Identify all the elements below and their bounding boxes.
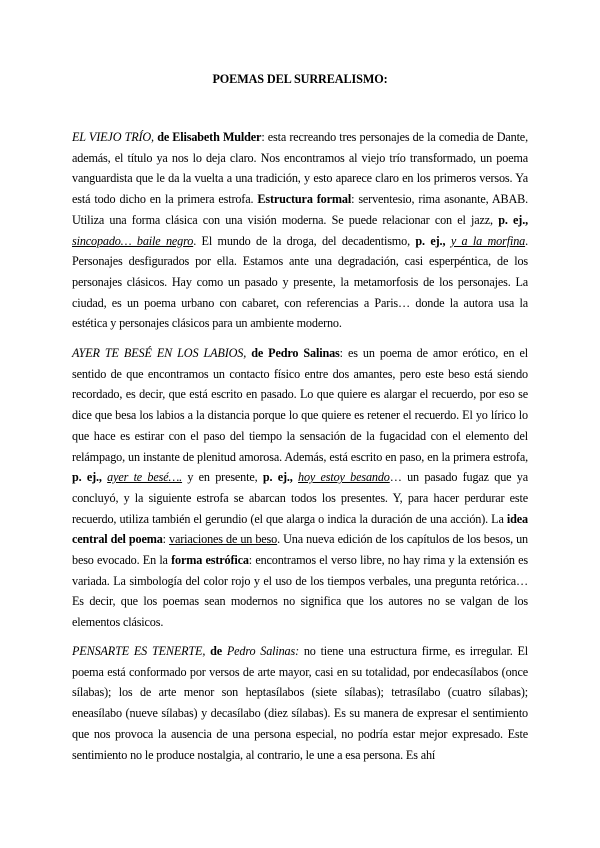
text-span: : encontramos el verso libre, no hay rima y la extensión es variada. La simbología del color rojo y el uso de los tiempos verbales, una pregunta retórica… Es decir, que los poemas sean modernos no significa que los autores no se valgan de los elementos clásicos.: [72, 553, 528, 630]
text-span: : es un poema de amor erótico, en el sentido de que encontramos un contacto físico entre dos amantes, pero este beso está siendo recordado, es decir, que está escrito en pasado. Lo que quiere es alargar el recuerdo, por eso se dice que besa los labios a la distancia porque lo que quiere es retener el recuerdo. El yo lírico lo que hace es estirar con el paso del tiempo la sensación de la fugacidad con el elemento del relámpago, un instante de plenitud amorosa. Además, está escrito en paso, en la primera estrofa,: [72, 346, 528, 464]
example-marker: p. ej.,: [415, 233, 446, 248]
author-name: de Pedro Salinas: [251, 346, 340, 360]
quoted-verse: sincopado… baile negro: [72, 233, 194, 248]
bold-term: Estructura formal: [257, 192, 352, 207]
text-span: : esta recreando tres personajes de la comedia de Dante, además, el título ya nos lo deja claro. Nos encontramos al viejo trío transformado, un poema vanguardista que le da la vuelta a una tradición, y esto aparece claro en los primeros versos. Ya está todo dicho en la primera estrofa.: [72, 130, 528, 207]
quoted-verse: hoy estoy besando: [298, 470, 390, 485]
text-span: … un pasado fugaz que ya concluyó, y la siguiente estrofa se abarcan todos los presentes. Y, para hacer perdurar este recuerdo, utiliza también el gerundio (el que alarga o indica la duración de una acción). La: [72, 470, 528, 526]
example-marker: p. ej.,: [72, 470, 102, 485]
page-title: POEMAS DEL SURREALISMO:: [212, 72, 388, 86]
poem-title: PENSARTE ES TENERTE,: [72, 644, 206, 658]
bold-term: forma estrófica: [171, 553, 249, 568]
poem-title: EL VIEJO TRÍO,: [72, 130, 154, 144]
poem-title: AYER TE BESÉ EN LOS LABIOS,: [72, 346, 247, 360]
text-span: . El mundo de la droga, del decadentismo,: [193, 233, 416, 248]
author-name: Pedro Salinas:: [226, 644, 299, 658]
author-prefix: de: [210, 644, 222, 658]
paragraph-pensarte-es-tenerte: [72, 641, 528, 765]
underlined-phrase: variaciones de un beso: [169, 532, 278, 547]
bold-term: idea central del poema: [72, 511, 528, 547]
text-span: y en presente,: [182, 470, 263, 485]
example-marker: p. ej.,: [498, 212, 528, 227]
text-span: . Personajes desfigurados por ella. Estamos ante una degradación, casi esperpéntica, de los personajes clásicos. Hay como un pasado y presente, la metamorfosis de los personajes. La ciudad, es un poema urbano con cabaret, con referencias a Paris… donde la autora usa la estética y personajes clásicos para un ambiente moderno.: [72, 233, 528, 331]
paragraph-el-viejo-trio: [72, 127, 528, 334]
text-span: : serventesio, rima asonante, ABAB. Utiliza una forma clásica con una visión moderna. Se puede relacionar con el jazz,: [72, 192, 528, 227]
author-name: de Elisabeth Mulder: [157, 130, 262, 144]
text-span: no tiene una estructura firme, es irregular. El poema está conformado por versos de arte mayor, casi en su totalidad, por endecasílabos (once sílabas); los de arte menor son heptasílabos (siete sílabas); tetrasílabo (cuatro sílabas); eneasílabo (nueve sílabas) y decasílabo (diez sílabas). Es su manera de expresar el sentimiento que nos provoca la ausencia de una persona especial, no podría estar mejor expresado. Este sentimiento no le produce nostalgia, al contrario, le une a esa persona. Es ahí: [72, 644, 528, 762]
example-marker: p. ej.,: [262, 470, 293, 485]
paragraph-ayer-te-bese: [72, 343, 528, 633]
quoted-verse: ayer te besé….: [107, 470, 183, 485]
text-span: :: [162, 532, 170, 547]
text-span: . Una nueva edición de los capítulos de los besos, un beso evocado. En la: [72, 532, 528, 568]
quoted-verse: y a la morfina: [450, 233, 526, 248]
